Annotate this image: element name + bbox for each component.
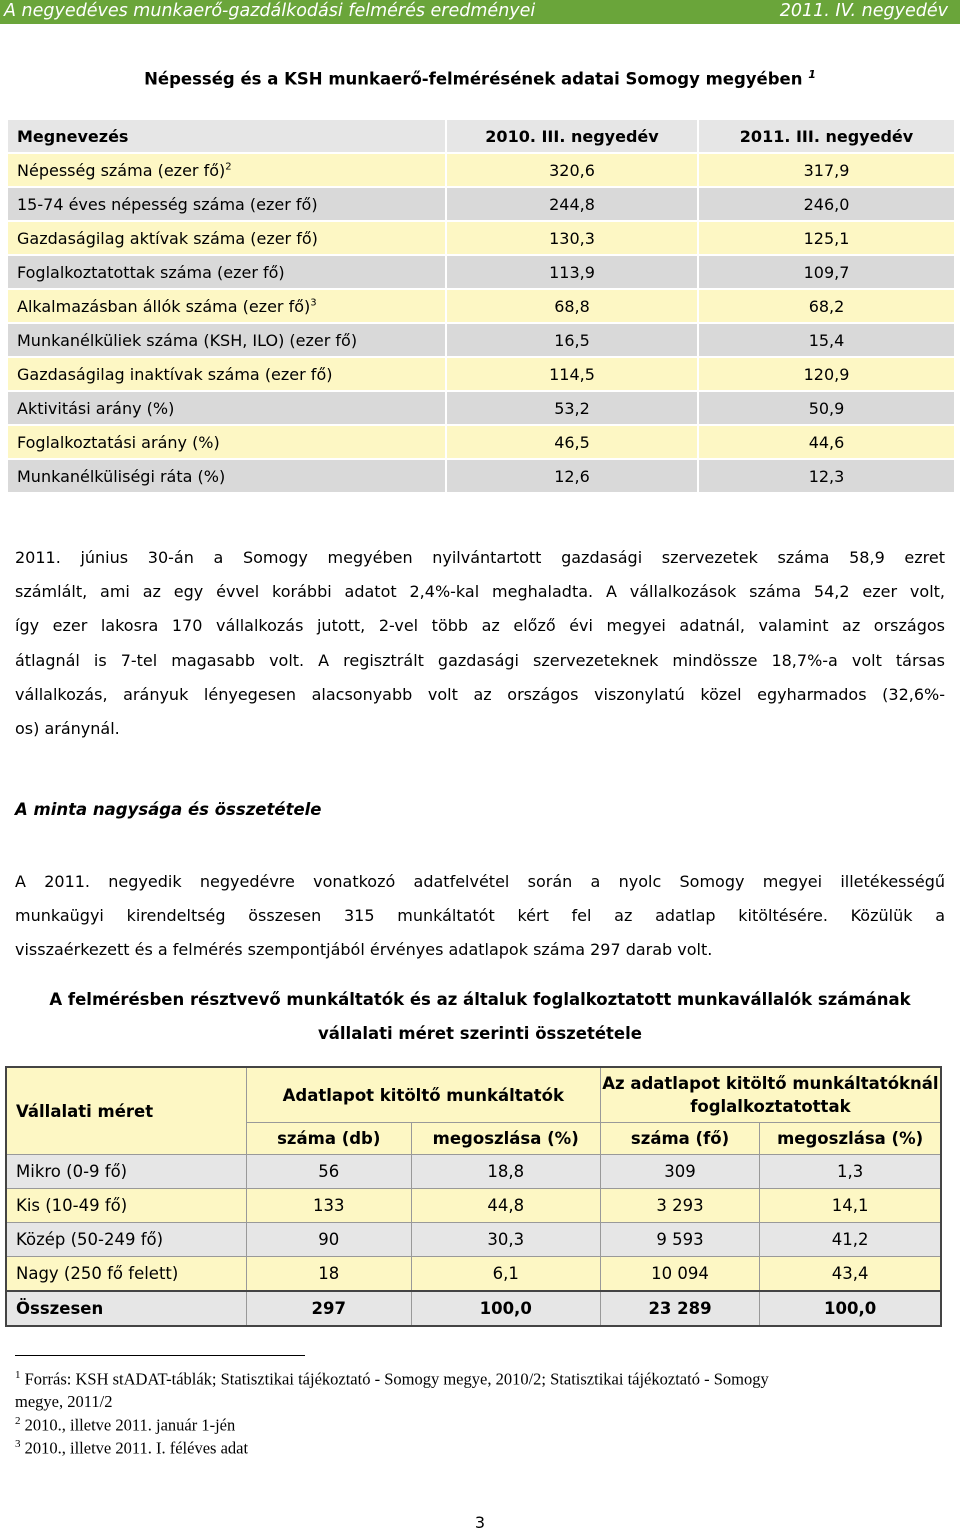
col-group-employees: Az adatlapot kitöltő munkáltatóknál foglalkoztatottak	[600, 1067, 941, 1123]
table-row	[7, 391, 955, 425]
table1-title-text: Népesség és a KSH munkaerő-felmérésének adatai Somogy megyében	[144, 69, 803, 89]
table-row	[7, 425, 955, 459]
row-label: Aktivitási arány (%)	[7, 391, 446, 425]
paragraph-line: így ezer lakosra 170 vállalkozás jutott, 2-vel több az előző évi megyei adatnál, valamint az országos	[15, 616, 945, 636]
cell-2010: 68,8	[446, 289, 698, 323]
cell-2010: 320,6	[446, 153, 698, 187]
cell-2010: 16,5	[446, 323, 698, 357]
total-row	[6, 1291, 941, 1326]
cell: 43,4	[760, 1257, 941, 1292]
cell: 10 094	[600, 1257, 760, 1292]
cell-2011: 246,0	[698, 187, 955, 221]
cell: 309	[600, 1155, 760, 1189]
footnote-ref: 3	[310, 297, 317, 309]
paragraph-line: visszaérkezett és a felmérés szempontjából érvényes adatlapok száma 297 darab volt.	[15, 940, 713, 960]
table-row	[6, 1189, 941, 1223]
col-header-2010: 2010. III. negyedév	[446, 119, 698, 153]
footnote-line	[15, 1364, 945, 1391]
row-label: Foglalkoztatottak száma (ezer fő)	[7, 255, 446, 289]
paragraph-line: vállalkozás, arányuk lényegesen alacsonyabb volt az országos viszonylatú közel egyharmados (32,6%-	[15, 684, 945, 704]
cell: 23 289	[600, 1291, 760, 1326]
header-period: 2011. IV. negyedév	[779, 1, 948, 21]
row-label-text: Alkalmazásban állók száma (ezer fő)	[17, 296, 311, 316]
footnote-text: 2010., illetve 2011. I. féléves adat	[24, 1438, 249, 1458]
col-header-2011: 2011. III. negyedév	[698, 119, 955, 153]
cell: 9 593	[600, 1223, 760, 1257]
table-header-row	[6, 1067, 941, 1123]
page-number: 3	[474, 1513, 486, 1532]
table-row	[7, 221, 955, 255]
cell-2010: 244,8	[446, 187, 698, 221]
col-header-size: Vállalati méret	[6, 1067, 246, 1155]
footnote-text: Forrás: KSH stADAT-táblák; Statisztikai tájékoztató - Somogy megye, 2010/2; Statisztikai tájékoztató - Somogy	[24, 1369, 769, 1389]
paragraph-sample	[15, 865, 945, 968]
section-title: A minta nagysága és összetétele	[15, 800, 322, 819]
table2-title-line: vállalati méret szerinti összetétele	[318, 1024, 642, 1043]
row-label: Összesen	[6, 1291, 246, 1326]
cell-2011: 44,6	[698, 425, 955, 459]
table-row	[7, 153, 955, 187]
paragraph-line: átlagnál is 7-tel magasabb volt. A regisztrált gazdasági szervezeteknek mindössze 18,7%-a volt társas	[15, 650, 945, 670]
row-label-text: Népesség száma (ezer fő)	[17, 160, 226, 180]
paragraph-line: A 2011. negyedik negyedévre vonatkozó adatfelvétel során a nyolc Somogy megyei illetékességű	[15, 872, 945, 891]
population-table	[6, 118, 956, 494]
cell: 18	[246, 1257, 411, 1292]
cell-2011: 15,4	[698, 323, 955, 357]
col-header-count-db: száma (db)	[246, 1123, 411, 1155]
footnote	[15, 1364, 945, 1413]
table-row	[7, 357, 955, 391]
table-row	[6, 1223, 941, 1257]
cell-2011: 50,9	[698, 391, 955, 425]
row-label: Nagy (250 fő felett)	[6, 1257, 246, 1292]
row-label: Munkanélküliségi ráta (%)	[7, 459, 446, 493]
cell: 56	[246, 1155, 411, 1189]
cell-2011: 125,1	[698, 221, 955, 255]
table-row	[6, 1155, 941, 1189]
table-row	[7, 187, 955, 221]
cell: 297	[246, 1291, 411, 1326]
cell: 100,0	[760, 1291, 941, 1326]
row-label: Gazdaságilag aktívak száma (ezer fő)	[7, 221, 446, 255]
row-label: Munkanélküliek száma (KSH, ILO) (ezer fő)	[7, 323, 446, 357]
row-label: Mikro (0-9 fő)	[6, 1155, 246, 1189]
paragraph-line: számlált, ami az egy évvel korábbi adatot 2,4%-kal meghaladta. A vállalkozások száma 54,2 ezer volt,	[15, 582, 945, 602]
cell: 90	[246, 1223, 411, 1257]
cell-2010: 130,3	[446, 221, 698, 255]
cell-2010: 113,9	[446, 255, 698, 289]
table-row	[7, 323, 955, 357]
table-row	[6, 1257, 941, 1292]
table-header-row	[7, 119, 955, 153]
table-row	[7, 255, 955, 289]
paragraph-line: 2011. június 30-án a Somogy megyében nyilvántartott gazdasági szervezetek száma 58,9 ezret	[15, 548, 945, 567]
cell: 100,0	[411, 1291, 600, 1326]
footnote	[15, 1433, 945, 1460]
row-label: 15-74 éves népesség száma (ezer fő)	[7, 187, 446, 221]
cell: 14,1	[760, 1189, 941, 1223]
cell: 18,8	[411, 1155, 600, 1189]
cell-2010: 114,5	[446, 357, 698, 391]
cell: 133	[246, 1189, 411, 1223]
footnote-ref: 2	[225, 161, 232, 173]
table2-title	[0, 983, 960, 1051]
col-header-share-1: megoszlása (%)	[411, 1123, 600, 1155]
cell: 3 293	[600, 1189, 760, 1223]
cell: 41,2	[760, 1223, 941, 1257]
row-label: Közép (50-249 fő)	[6, 1223, 246, 1257]
page-header	[0, 0, 960, 24]
company-size-table	[5, 1066, 942, 1327]
footnote-number: 2	[15, 1415, 21, 1427]
footnote-divider	[15, 1355, 305, 1356]
cell: 44,8	[411, 1189, 600, 1223]
footnote-number: 3	[15, 1438, 21, 1450]
table-row	[7, 289, 955, 323]
table2-title-line: A felmérésben résztvevő munkáltatók és az általuk foglalkoztatott munkavállalók számának	[49, 990, 911, 1009]
header-title: A negyedéves munkaerő-gazdálkodási felmérés eredményei	[4, 1, 536, 21]
table1-title	[0, 68, 960, 89]
col-header-name: Megnevezés	[7, 119, 446, 153]
cell-2010: 46,5	[446, 425, 698, 459]
cell-2010: 53,2	[446, 391, 698, 425]
footnote-line: megye, 2011/2	[15, 1391, 113, 1411]
cell: 6,1	[411, 1257, 600, 1292]
row-label	[7, 153, 446, 187]
footnote-text: 2010., illetve 2011. január 1-jén	[24, 1415, 236, 1435]
cell: 1,3	[760, 1155, 941, 1189]
table1-title-footnote-ref: 1	[808, 68, 816, 81]
footnote-number: 1	[15, 1369, 21, 1381]
cell-2011: 109,7	[698, 255, 955, 289]
cell-2011: 120,9	[698, 357, 955, 391]
paragraph-line: munkaügyi kirendeltség összesen 315 munkáltatót kért fel az adatlap kitöltésére. Közülük a	[15, 906, 945, 926]
cell: 30,3	[411, 1223, 600, 1257]
col-header-share-2: megoszlása (%)	[760, 1123, 941, 1155]
cell-2011: 68,2	[698, 289, 955, 323]
row-label: Gazdaságilag inaktívak száma (ezer fő)	[7, 357, 446, 391]
col-group-employers: Adatlapot kitöltő munkáltatók	[246, 1067, 600, 1123]
paragraph-line: os) aránynál.	[15, 719, 120, 739]
cell-2010: 12,6	[446, 459, 698, 493]
cell-2011: 317,9	[698, 153, 955, 187]
row-label	[7, 289, 446, 323]
table-row	[7, 459, 955, 493]
cell-2011: 12,3	[698, 459, 955, 493]
col-header-count-fo: száma (fő)	[600, 1123, 760, 1155]
row-label: Kis (10-49 fő)	[6, 1189, 246, 1223]
row-label: Foglalkoztatási arány (%)	[7, 425, 446, 459]
paragraph-organizations	[15, 541, 945, 746]
